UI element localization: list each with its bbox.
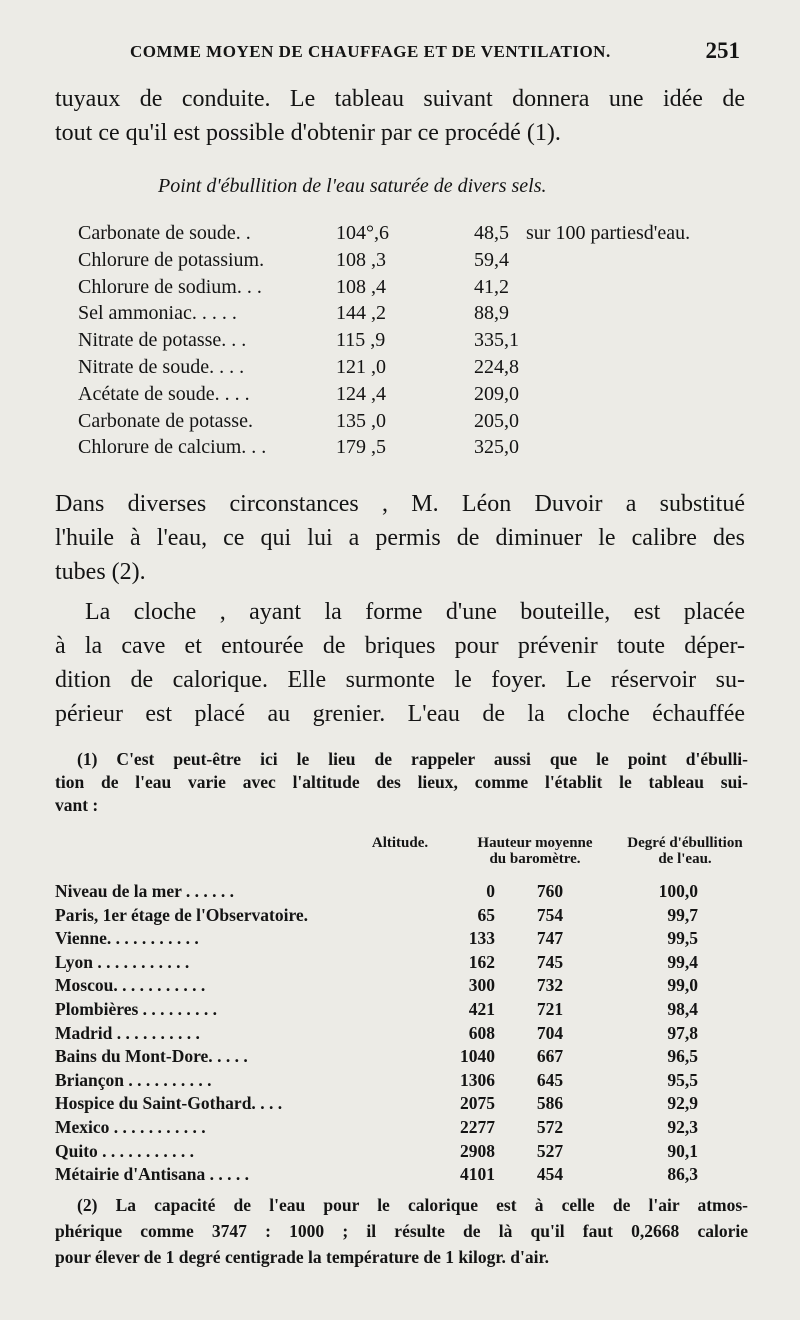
place-name: Plombières: [55, 998, 139, 1019]
table-row: [78, 354, 758, 381]
place-cell: [55, 1116, 206, 1140]
table-row: [55, 880, 748, 904]
header-line: du baromètre.: [489, 851, 581, 867]
place-cell: [55, 1045, 248, 1069]
leader-dots: . . . . . . . . . . .: [97, 951, 190, 972]
place-cell: [55, 904, 308, 928]
boiling-point: 108 ,4: [336, 275, 386, 298]
place-cell: [55, 998, 217, 1022]
text-line: tuyaux de conduite. Le tableau suivant donnera une idée de: [55, 86, 745, 112]
text-line: tout ce qu'il est possible d'obtenir par ce procédé (1).: [55, 120, 561, 146]
altitude-value: 608: [468, 1022, 495, 1043]
footnote-line: (2) La capacité de l'eau pour le calorique est à celle de l'air atmos-: [77, 1195, 748, 1215]
table-row: [55, 1045, 748, 1069]
altitude-value: 0: [486, 881, 495, 901]
place-name: Lyon: [55, 951, 93, 972]
footnote-line: (1) C'est peut-être ici le lieu de rappeler aussi que le point d'ébulli-: [77, 749, 748, 769]
boiling-value: 96,5: [667, 1046, 698, 1067]
leader-dots: . . . .: [217, 1046, 248, 1067]
altitude-column-header: Altitude.: [371, 835, 429, 851]
altitude-value: 2277: [460, 1116, 495, 1137]
table-row: [55, 1022, 748, 1046]
solubility: 88,9: [474, 302, 509, 325]
altitude-value: 1040: [460, 1046, 495, 1067]
boiling-value: 100,0: [658, 881, 698, 901]
solubility: 224,8: [474, 355, 519, 378]
altitude-table: [55, 880, 748, 1187]
text-line: périeur est placé au grenier. L'eau de la cloche échauffée: [55, 701, 745, 727]
salt-name: Chlorure de calcium.: [78, 436, 247, 459]
intro-paragraph: [55, 82, 745, 150]
leader-dots: . . . .: [201, 302, 237, 325]
place-cell: [55, 1163, 249, 1187]
boiling-column-header: [615, 835, 755, 867]
altitude-value: 421: [468, 998, 495, 1019]
table-row: [55, 904, 748, 928]
boiling-point: 144 ,2: [336, 302, 386, 325]
table-row: [78, 274, 758, 301]
leader-dots: . . . . . . . . . .: [128, 1069, 212, 1090]
footnote-2: [55, 1192, 748, 1270]
place-name: Bains du Mont-Dore.: [55, 1046, 213, 1067]
leader-dots: . . . . . . . . .: [142, 998, 218, 1019]
table-row: [55, 1116, 748, 1140]
place-cell: [55, 1022, 200, 1046]
paragraph-duvoir: [55, 487, 745, 589]
place-name: Vienne.: [55, 928, 112, 949]
table-row: [78, 300, 758, 327]
solubility: 59,4: [474, 248, 509, 271]
leader-dots: . . . . . . . . . . .: [113, 1116, 206, 1137]
footnote-line: pour élever de 1 degré centigrade la température de 1 kilogr. d'air.: [55, 1247, 549, 1267]
boiling-value: 92,9: [667, 1093, 698, 1114]
altitude-value: 1306: [460, 1069, 495, 1090]
salt-name: Nitrate de soude.: [78, 355, 215, 378]
salt-name-cell: [78, 408, 253, 435]
table-row: [55, 927, 748, 951]
running-head: COMME MOYEN DE CHAUFFAGE ET DE VENTILATION.: [130, 42, 611, 61]
leader-dots: .: [245, 222, 251, 244]
boiling-value: 86,3: [667, 1164, 698, 1185]
leader-dots: . . .: [219, 355, 245, 378]
header-line: Degré d'ébullition: [627, 835, 743, 851]
salt-name-cell: [78, 220, 251, 247]
leader-dots: . . . . . .: [185, 881, 235, 901]
table-row: [55, 998, 748, 1022]
salt-boiling-table: [78, 220, 758, 461]
leader-dots: . . . . .: [209, 1164, 249, 1185]
barometer-value: 645: [536, 1069, 564, 1090]
salt-name-cell: [78, 381, 250, 408]
leader-dots: . . .: [224, 382, 250, 405]
text-line: La cloche , ayant la forme d'une bouteille, est placée: [85, 599, 745, 625]
boiling-value: 98,4: [667, 998, 698, 1019]
leader-dots: . . . . . . . . . . .: [102, 1140, 195, 1161]
barometer-value: 721: [536, 998, 564, 1019]
place-cell: [55, 951, 189, 975]
salt-name-cell: [78, 354, 244, 381]
salt-name: Acétate de soude.: [78, 382, 220, 405]
salt-name: Carbonate de potasse.: [78, 409, 253, 432]
table-row: [55, 974, 748, 998]
barometer-value: 754: [536, 904, 564, 925]
boiling-point: 104°,6: [336, 222, 389, 244]
salt-name: Sel ammoniac.: [78, 302, 197, 325]
page-header: [120, 40, 740, 70]
table-row: [78, 220, 758, 247]
boiling-point: 115 ,9: [336, 329, 386, 352]
table-row: [55, 1163, 748, 1187]
salt-name-cell: [78, 300, 237, 327]
table-row: [55, 1140, 748, 1164]
table-row: [55, 951, 748, 975]
text-line: à la cave et entourée de briques pour prévenir toute déper-: [55, 633, 745, 659]
leader-dots: . . . . . . . . . .: [115, 928, 199, 949]
table-row: [78, 247, 758, 274]
salt-name: Carbonate de soude.: [78, 222, 241, 244]
boiling-value: 95,5: [667, 1069, 698, 1090]
table-row: [55, 1092, 748, 1116]
table-caption: Point d'ébullition de l'eau saturée de divers sels.: [158, 175, 547, 197]
altitude-value: 4101: [460, 1164, 495, 1185]
place-name: Niveau de la mer: [55, 881, 182, 901]
altitude-value: 300: [468, 975, 495, 996]
solubility: 209,0: [474, 382, 519, 405]
text-line: Dans diverses circonstances , M. Léon Duvoir a substitué: [55, 491, 745, 517]
salt-name: Nitrate de potasse.: [78, 329, 227, 352]
boiling-value: 99,0: [667, 975, 698, 996]
paragraph-cloche: [55, 595, 745, 731]
boiling-point: 108 ,3: [336, 248, 386, 271]
place-cell: [55, 1092, 282, 1116]
boiling-value: 92,3: [667, 1116, 698, 1137]
salt-name: Chlorure de sodium.: [78, 275, 242, 298]
boiling-point: 124 ,4: [336, 382, 386, 405]
altitude-value: 2908: [460, 1140, 495, 1161]
place-cell: [55, 974, 205, 998]
text-line: dition de calorique. Elle surmonte le foyer. Le réservoir su-: [55, 667, 745, 693]
table-row: [78, 327, 758, 354]
barometer-value: 667: [536, 1046, 564, 1067]
barometer-value: 747: [536, 928, 564, 949]
altitude-value: 162: [468, 951, 495, 972]
solubility: 205,0: [474, 409, 519, 432]
place-cell: [55, 880, 234, 904]
solubility: 335,1: [474, 329, 519, 352]
boiling-point: 179 ,5: [336, 436, 386, 459]
place-name: Madrid: [55, 1022, 113, 1043]
boiling-value: 90,1: [667, 1140, 698, 1161]
barometer-value: 454: [536, 1164, 564, 1185]
salt-name-cell: [78, 434, 266, 461]
boiling-value: 99,7: [667, 904, 698, 925]
header-line: de l'eau.: [658, 851, 712, 867]
altitude-value: 2075: [460, 1093, 495, 1114]
footnote-1: [55, 748, 748, 817]
place-name: Briançon: [55, 1069, 125, 1090]
barometer-value: 572: [536, 1116, 564, 1137]
place-name: Moscou.: [55, 975, 118, 996]
text-line: tubes (2).: [55, 559, 146, 585]
altitude-value: 133: [468, 928, 495, 949]
place-name: Quito: [55, 1140, 98, 1161]
solubility: 48,5: [474, 222, 509, 244]
table-row: [78, 408, 758, 435]
leader-dots: . .: [231, 329, 247, 352]
leader-dots: . . . . . . . . . .: [122, 975, 206, 996]
table-row: [55, 1069, 748, 1093]
solubility-note: sur 100 partiesd'eau.: [526, 222, 691, 244]
footnote-line: tion de l'eau varie avec l'altitude des lieux, comme l'établit le tableau sui-: [55, 772, 748, 792]
boiling-point: 121 ,0: [336, 355, 386, 378]
table-row: [78, 381, 758, 408]
leader-dots: . . . . . . . . . .: [116, 1022, 200, 1043]
solubility: 325,0: [474, 436, 519, 459]
header-line: Hauteur moyenne: [477, 835, 593, 851]
footnote-line: vant :: [55, 795, 99, 815]
place-name: Hospice du Saint-Gothard.: [55, 1093, 256, 1114]
page-number: 251: [705, 38, 740, 63]
boiling-value: 99,4: [667, 951, 698, 972]
barometer-column-header: [445, 835, 625, 867]
place-name: Métairie d'Antisana: [55, 1164, 206, 1185]
barometer-value: 586: [536, 1093, 564, 1114]
boiling-value: 99,5: [667, 928, 698, 949]
barometer-value: 527: [536, 1140, 564, 1161]
salt-name-cell: [78, 247, 264, 274]
solubility: 41,2: [474, 275, 509, 298]
place-cell: [55, 1069, 212, 1093]
barometer-value: 745: [536, 951, 564, 972]
leader-dots: . .: [246, 275, 262, 298]
barometer-value: 704: [536, 1022, 564, 1043]
altitude-table-header: [55, 835, 748, 877]
leader-dots: . . .: [260, 1093, 283, 1114]
salt-name-cell: [78, 274, 262, 301]
barometer-value: 760: [536, 881, 564, 901]
text-line: l'huile à l'eau, ce qui lui a permis de diminuer le calibre des: [55, 525, 745, 551]
salt-name-cell: [78, 327, 246, 354]
salt-name: Chlorure de potassium.: [78, 248, 265, 271]
place-cell: [55, 1140, 194, 1164]
footnote-line: phérique comme 3747 : 1000 ; il résulte de là qu'il faut 0,2668 calorie: [55, 1221, 748, 1241]
table-row: [78, 434, 758, 461]
place-name: Paris, 1er étage de l'Observatoire.: [55, 904, 309, 925]
barometer-value: 732: [536, 975, 564, 996]
place-name: Mexico: [55, 1116, 110, 1137]
place-cell: [55, 927, 199, 951]
boiling-value: 97,8: [667, 1022, 698, 1043]
leader-dots: . .: [251, 436, 267, 459]
altitude-value: 65: [477, 904, 495, 925]
boiling-point: 135 ,0: [336, 409, 386, 432]
